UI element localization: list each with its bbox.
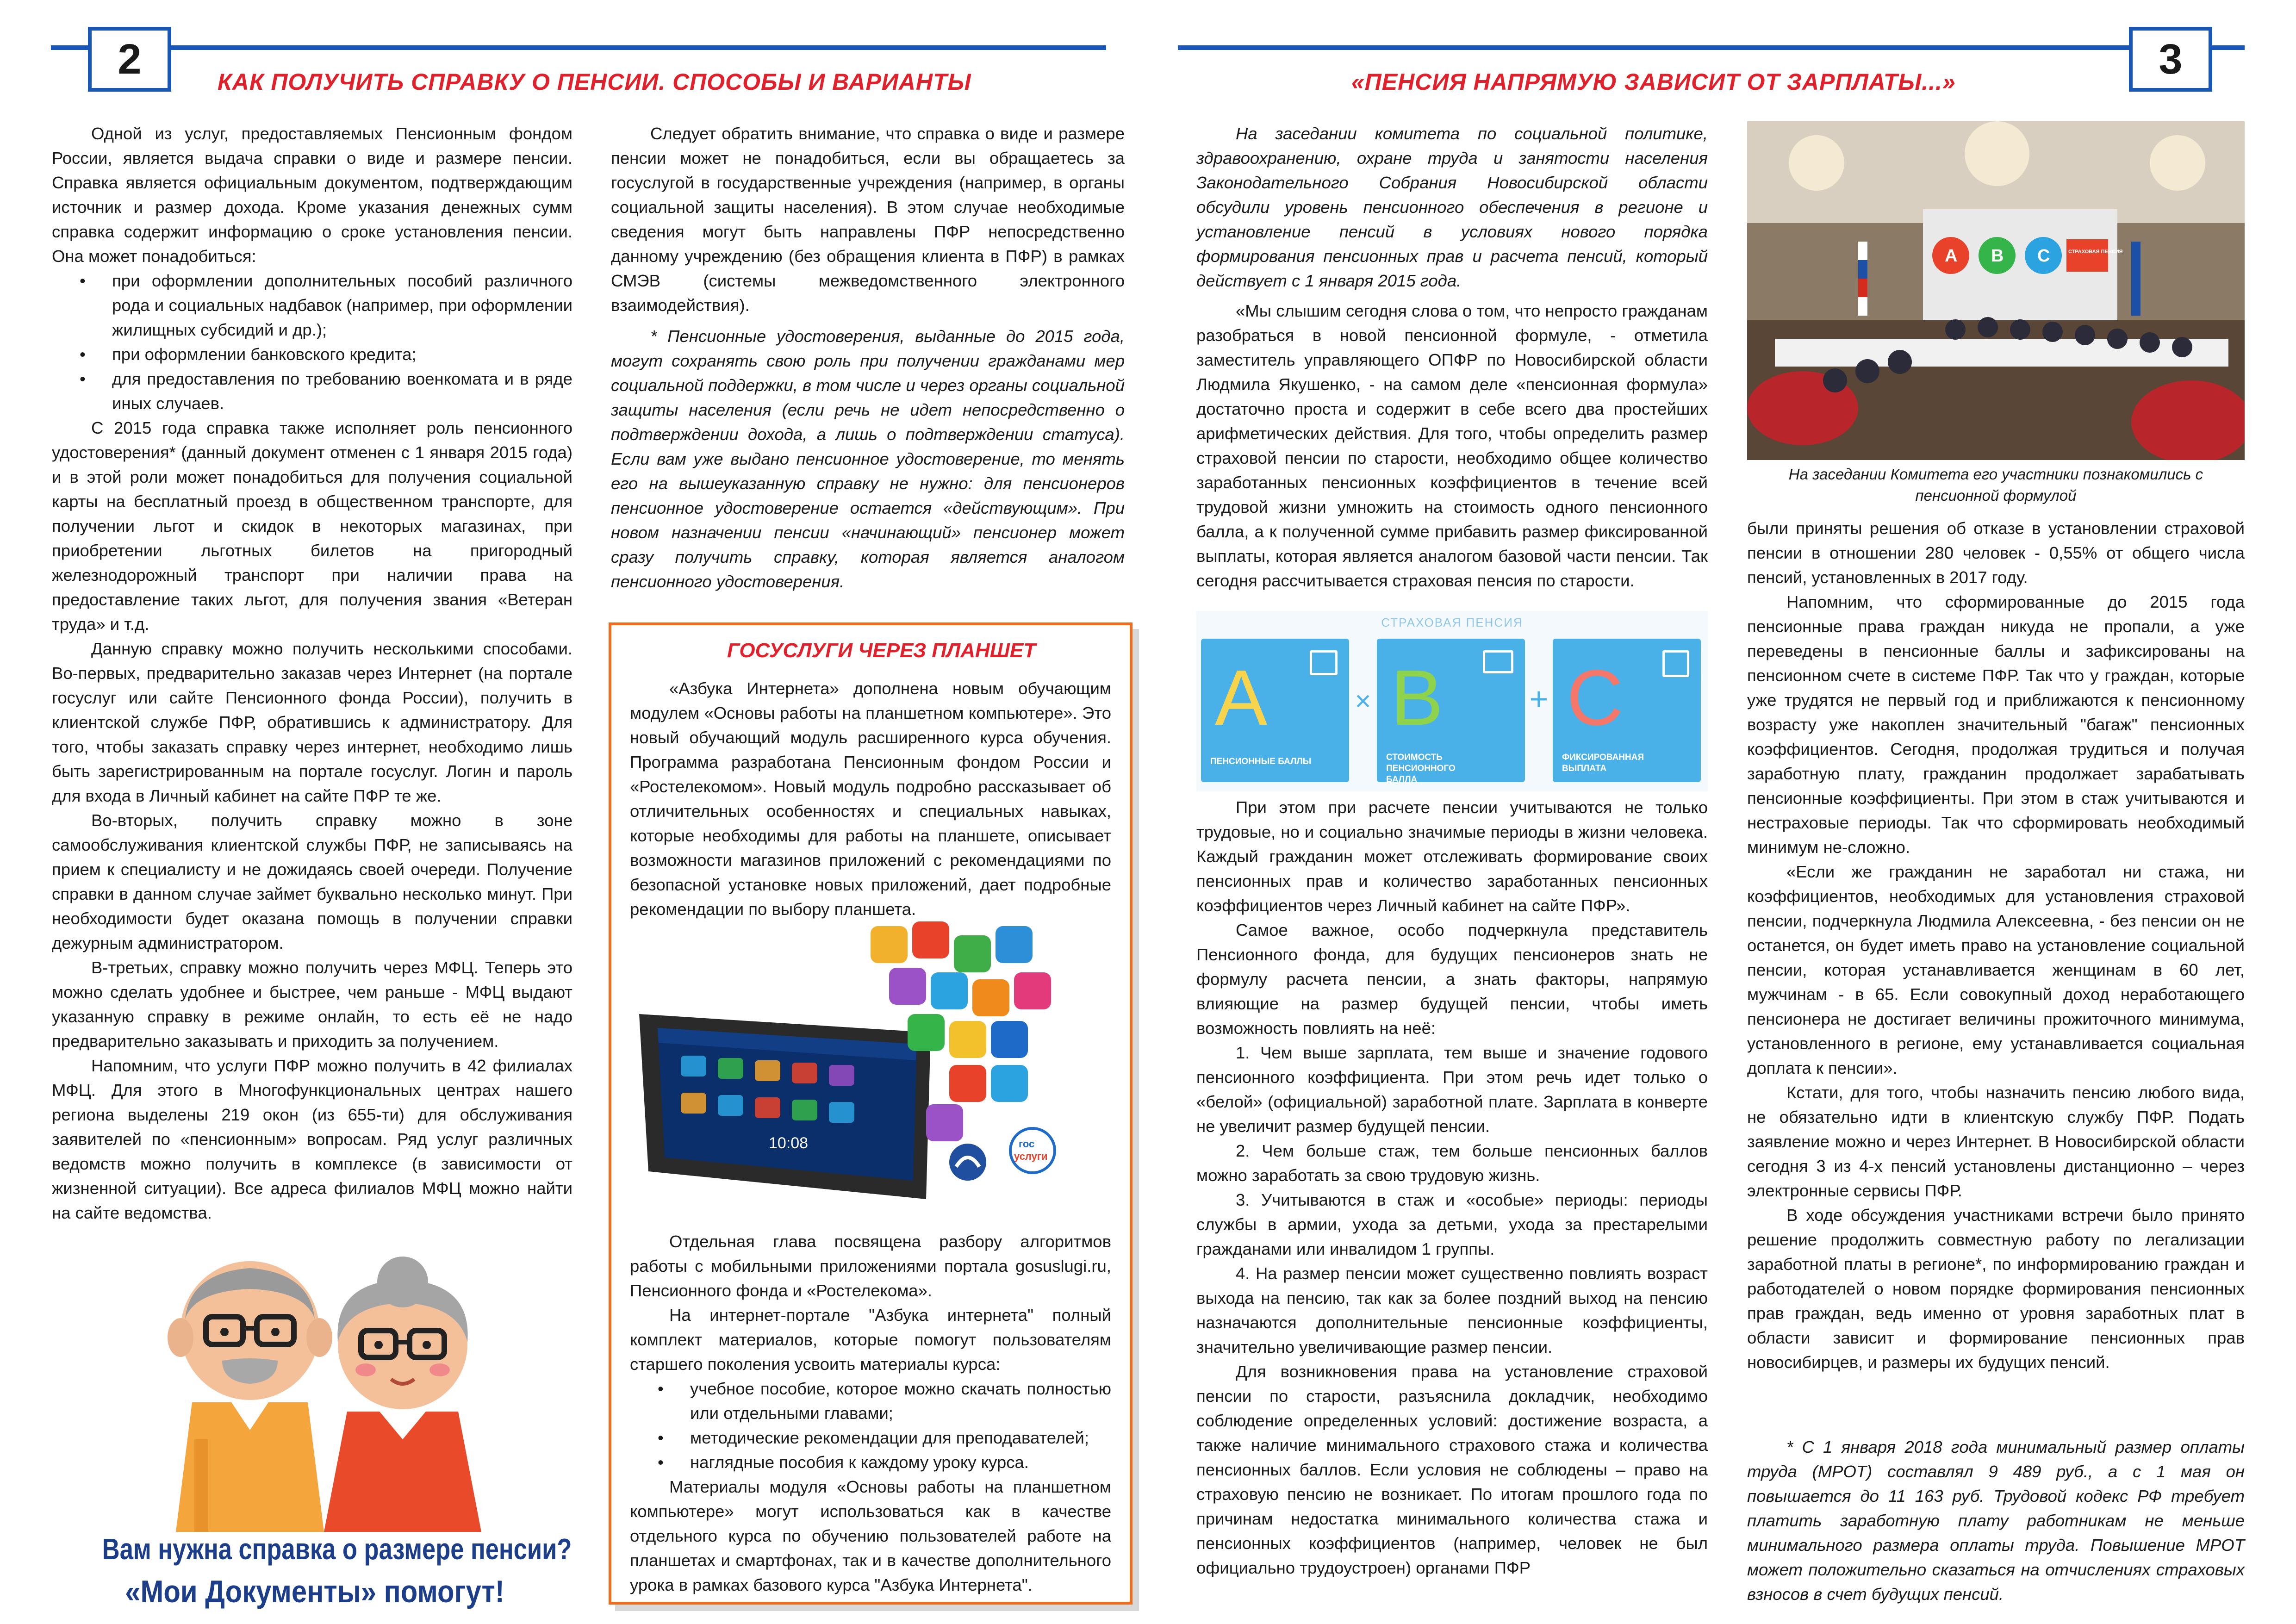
money-icon — [1483, 650, 1513, 673]
pension-formula-graphic — [1196, 611, 1708, 791]
paragraph: Отдельная глава посвящена разбору алгоритмов работы с мобильными приложениями портала gosuslugi.ru, Пенсионного фонда и «Ростелекома». — [630, 1232, 1111, 1300]
right-column-3-top — [1196, 299, 1708, 593]
formula-multiply: × — [1355, 685, 1371, 716]
poster-caption-line2: «Мои Документы» помогут! — [125, 1574, 504, 1609]
bullet-list — [52, 268, 572, 416]
calendar-icon — [1310, 650, 1338, 675]
gosuslugi-logo-text-1: гос — [1019, 1138, 1035, 1150]
paragraph: «Азбука Интернета» дополнена новым обучающим модулем «Основы работы на планшетном компьютере». Это новый обучающий модуль расширенного курса обучения. Программа разработана Пенсионным фондом России и «Ростелекомом». Новый модуль подробно рассказывает об отличительных особенностях и специальных навыках, которые необходимы для работы на планшете, описывает возможности магазинов приложений с рекомендациями по безопасной установке новых приложений, дает подробные рекомендации по выбору планшета. — [630, 679, 1111, 919]
paragraph: 1. Чем выше зарплата, тем выше и значение годового пенсионного коэффициента. При этом речь идет только о «белой» (официальной) заработной плате. Зарплата в конверте не увеличит размер будущей пенсии. — [1196, 1043, 1708, 1136]
formula-plus: + — [1529, 681, 1549, 717]
footnote-mrot — [1747, 1435, 2245, 1606]
tablet-with-app-icons-illustration — [630, 921, 1111, 1208]
safe-icon — [1662, 650, 1689, 677]
left-header-rule — [51, 45, 1106, 50]
formula-letter-b: B — [1391, 654, 1444, 742]
paragraph: Следует обратить внимание, что справка о виде и размере пенсии может не понадобиться, если вы обращаетесь за госуслугой в государственные учреждения (например, в органы социальной защиты населения). В этом случае необходимые сведения могут быть направлены ПФР непосредственно данному учреждению (без обращения клиента в ПФР) в рамках СМЭВ (системы межведомственного электронного взаимодействия). — [611, 124, 1125, 315]
right-lead-paragraph — [1196, 121, 1708, 293]
paragraph: Напомним, что услуги ПФР можно получить в 42 филиалах МФЦ. Для этого в Многофункциональных центрах нашего региона выделены 219 окон (из 655-ти) для обслуживания заявителей по «пенсионным» вопросам. Ряд услуг различных ведомств можно получить в комплексе (в зависимости от жизненной ситуации). Все адреса филиалов МФЦ можно найти на сайте ведомства. — [52, 1056, 572, 1222]
paragraph: Одной из услуг, предоставляемых Пенсионным фондом России, является выдача справки о виде и размере пенсии. Справка является официальным документом, подтверждающим источник и размер дохода. Кроме указания денежных сумм справка содержит информацию о сроке установления пенсии. Она может понадобиться: — [52, 124, 572, 266]
bullet-list — [630, 1376, 1111, 1475]
paragraph: 2. Чем больше стаж, тем больше пенсионных баллов можно заработать за свою трудовую жизнь. — [1196, 1141, 1708, 1185]
paragraph: были приняты решения об отказе в установлении страховой пенсии в отношении 280 человек - 0,55% от общего числа пенсий, установленных в 2017 году. — [1747, 519, 2245, 587]
paragraph: * Пенсионные удостоверения, выданные до 2015 года, могут сохранять свою роль при получении гражданами мер социальной поддержки, в том числе и через органы социальной защиты населения (если речь не идет непосредственно о подтверждении дохода, а лишь о подтверждении статуса). Если вам уже выдано пенсионное удостоверение, то менять его на вышеуказанную справку не нужно: для пенсионеров пенсионное удостоверение остается «действующим». При новом назначении пенсии «начинающий» пенсионер может сразу получить справку, которая является аналогом пенсионного удостоверения. — [611, 327, 1125, 591]
paragraph: В-третьих, справку можно получить через МФЦ. Теперь это можно сделать удобнее и быстрее, чем раньше - МФЦ выдают указанную справку в режиме онлайн, то есть её не надо предварительно заказывать и приходить за получением. — [52, 958, 572, 1051]
paragraph: Данную справку можно получить несколькими способами. Во-первых, предварительно заказав через Интернет (на портале госуслуг или сайте Пенсионного фонда России), получить в клиентской службе ПФР, обратившись к администратору. Для того, чтобы заказать справку через интернет, необходимо лишь быть зарегистрированным на портале госуслуг. Логин и пароль для входа в Личный кабинет на сайте ПФР те же. — [52, 639, 572, 805]
tablet-clock: 10:08 — [769, 1134, 809, 1152]
right-page-title: «ПЕНСИЯ НАПРЯМУЮ ЗАВИСИТ ОТ ЗАРПЛАТЫ...» — [1351, 69, 1956, 95]
list-item: • для предоставления по требованию военкомата и в ряде иных случаев. — [112, 367, 572, 416]
formula-letter-a: A — [1215, 654, 1268, 742]
list-item: • методические рекомендации для преподавателей; — [690, 1425, 1111, 1450]
paragraph: При этом при расчете пенсии учитываются не только трудовые, но и социально значимые периоды в жизни человека. Каждый гражданин может отслеживать формирование своих пенсионных прав и количество заработанных пенсионных коэффициентов через Личный кабинет на сайте ПФР». — [1196, 798, 1708, 915]
paragraph: Кстати, для того, чтобы назначить пенсию любого вида, не обязательно идти в клиентскую службу ПФР. Подать заявление можно и через Интернет. В Новосибирской области сегодня 3 из 4-х пенсий установлены дистанционно – через электронные сервисы ПФР. — [1747, 1083, 2245, 1200]
formula-label-a: ПЕНСИОННЫЕ БАЛЛЫ — [1210, 757, 1312, 766]
formula-card-a — [1201, 639, 1349, 782]
list-item: • учебное пособие, которое можно скачать полностью или отдельными главами; — [690, 1376, 1111, 1425]
paragraph: Для возникновения права на установление страховой пенсии по старости, разъяснила докладчик, необходимо соблюдение определенных условий: достижение возраста, а также наличие минимального страхового стажа и количества пенсионных баллов. Если условия не соблюдены – право на страховую пенсию не возникает. По итогам прошлого года по причинам недостатка минимального количества стажа и пенсионных коэффициентов (например, человек не был официально трудоустроен) органами ПФР — [1196, 1362, 1708, 1577]
left-column-2 — [611, 121, 1125, 317]
paragraph: «Мы слышим сегодня слова о том, что непросто гражданам разобраться в новой пенсионной формуле, - отметила заместитель управляющего ОПФР по Новосибирской области Людмила Якушенко, - на самом деле «пенсионная формула» достаточно проста и содержит в себе всего два простейших арифметических действия. Для того, чтобы определить размер страховой пенсии по старости, необходимо общее количество заработанных пенсионных коэффициентов в течение всей трудовой жизни умножить на стоимость одного пенсионного балла, а к полученной сумме прибавить размер фиксированной выплаты, которая является аналогом базовой части пенсии. Так сегодня рассчитывается страховая пенсия по старости. — [1196, 301, 1708, 590]
paragraph: На интернет-портале "Азбука интернета" полный комплект материалов, которые помогут пользователям старшего поколения усвоить материалы курса: — [630, 1306, 1111, 1374]
footnote-pension-certificate — [611, 324, 1125, 594]
page-number-right: 3 — [2129, 27, 2212, 92]
formula-label-b: СТОИМОСТЬ ПЕНСИОННОГО БАЛЛА — [1386, 753, 1456, 784]
meeting-room-illustration — [1747, 121, 2245, 460]
left-page-title: КАК ПОЛУЧИТЬ СПРАВКУ О ПЕНСИИ. СПОСОБЫ И ВАРИАНТЫ — [218, 69, 971, 95]
box-text-bottom — [630, 1229, 1111, 1597]
right-column-4 — [1747, 516, 2245, 1375]
formula-card-c — [1553, 639, 1701, 782]
screen-letter-b: B — [1991, 246, 2004, 266]
left-column-1 — [52, 121, 572, 1225]
list-item: • при оформлении дополнительных пособий различного рода и социальных надбавок (например, при оформлении жилищных субсидий и др.); — [112, 268, 572, 342]
gosuslugi-logo-text-2: услуги — [1014, 1151, 1048, 1162]
pension-poster — [46, 1254, 574, 1620]
photo-caption: На заседании Комитета его участники познакомились с пенсионной формулой — [1788, 466, 2203, 504]
paragraph: Материалы модуля «Основы работы на планшетном компьютере» могут использоваться как в качестве отдельного курса по обучению пользователей работе на планшетах и смартфонах, так и в качестве дополнительного урока в рамках базового курса "Азбука Интернета". — [630, 1477, 1111, 1594]
paragraph: На заседании комитета по социальной политике, здравоохранению, охране труда и занятости населения Законодательного Собрания Новосибирской области обсудили уровень пенсионного обеспечения в регионе и установление пенсий в условиях нового порядка формирования пенсионных прав и расчета пенсий, который действует с 1 января 2015 года. — [1196, 124, 1708, 290]
screen-title: СТРАХОВАЯ ПЕНСИЯ — [2068, 249, 2123, 255]
poster-caption-line1: Вам нужна справка о размере пенсии? — [102, 1532, 572, 1566]
screen-letter-a: A — [1945, 246, 1958, 266]
box-text-top — [630, 676, 1111, 921]
screen-letter-c: C — [2037, 246, 2050, 266]
paragraph: «Если же гражданин не заработал ни стажа, ни коэффициентов, необходимых для установления страховой пенсии, подчеркнула Людмила Алексеевна, - без пенсии он не останется, он будет иметь право на установление социальной пенсии, которая устанавливается женщинам в 60 лет, мужчинам - в 65. Если совокупный доход неработающего пенсионера не достигает величины прожиточного минимума, установленного в регионе, ему устанавливается социальная доплата к пенсии». — [1747, 862, 2245, 1077]
box-title: ГОСУСЛУГИ ЧЕРЕЗ ПЛАНШЕТ — [727, 639, 1036, 662]
paragraph: Напомним, что сформированные до 2015 года пенсионные права граждан никуда не пропали, а уже переведены в пенсионные баллы и зафиксированы на пенсионном счете в системе ПФР. Так что у граждан, которые уже трудятся не первый год и приближаются к пенсионному возрасту уже накоплен значительный "багаж" пенсионных коэффициентов. Сегодня, продолжая трудиться и получая заработную плату, гражданин продолжает зарабатывать пенсионные коэффициенты. При этом в стаж учитываются и нестраховые периоды. Так что сформировать необходимый минимум не-сложно. — [1747, 592, 2245, 857]
formula-header: СТРАХОВАЯ ПЕНСИЯ — [1381, 616, 1523, 629]
page-number-left: 2 — [88, 27, 171, 92]
paragraph: Самое важное, особо подчеркнула представитель Пенсионного фонда, для будущих пенсионеров знать не формулу расчета пенсии, а знать факторы, напрямую влияющие на размер будущей пенсии, чтобы иметь возможность повлиять на неё: — [1196, 921, 1708, 1038]
committee-meeting-photo — [1747, 121, 2245, 460]
paragraph: 3. Учитываются в стаж и «особые» периоды: периоды службы в армии, ухода за детьми, ухода за престарелыми гражданами или инвалидом 1 группы. — [1196, 1190, 1708, 1258]
list-item: • наглядные пособия к каждому уроку курса. — [690, 1450, 1111, 1475]
elderly-couple-illustration — [46, 1254, 574, 1532]
paragraph: Во-вторых, получить справку можно в зоне самообслуживания клиентской службы ПФР, не записываясь на прием к специалисту и не дожидаясь своей очереди. Получение справки в данном случае займет буквально несколько минут. При необходимости будет оказана помощь в получении справки дежурным администратором. — [52, 811, 572, 952]
formula-letter-c: C — [1567, 654, 1624, 742]
list-item: • при оформлении банковского кредита; — [112, 342, 572, 367]
formula-card-b — [1377, 639, 1525, 782]
right-header-rule — [1178, 45, 2245, 50]
right-column-3-bottom — [1196, 795, 1708, 1580]
paragraph: С 2015 года справка также исполняет роль пенсионного удостоверения* (данный документ отменен с 1 января 2015 года) и в этой роли может понадобиться для получения социальной карты на бесплатный проезд в общественном транспорте, для получении льгот и скидок в некоторых магазинах, при приобретении льготных билетов на пригородный железнодорожный транспорт при наличии права на предоставление таких льгот, для получения звания «Ветеран труда» и т.д. — [52, 418, 572, 634]
gosuslugi-tablet-box — [609, 622, 1132, 1605]
paragraph: 4. На размер пенсии может существенно повлиять возраст выхода на пенсию, так как за более поздний выход на пенсию назначаются дополнительные пенсионные коэффициенты, значительно увеличивающие размер пенсии. — [1196, 1264, 1708, 1356]
paragraph: * С 1 января 2018 года минимальный размер оплаты труда (МРОТ) составлял 9 489 руб., а с 1 мая он повышается до 11 163 руб. Трудовой кодекс РФ требует платить заработную плату работникам не меньше минимального размера оплаты труда. Повышение МРОТ может положительно сказаться на отчислениях страховых взносов в счет будущих пенсий. — [1747, 1437, 2245, 1604]
paragraph: В ходе обсуждения участниками встречи было принято решение продолжить совместную работу по легализации заработной платы в регионе*, по информированию граждан и работодателей о новом порядке формирования пенсионных прав граждан, ведь именно от уровня заработных плат в области зависит и формирование пенсионных прав новосибирцев, и размеры их будущих пенсий. — [1747, 1206, 2245, 1372]
formula-label-c: ФИКСИРОВАННАЯ ВЫПЛАТА — [1562, 753, 1644, 773]
